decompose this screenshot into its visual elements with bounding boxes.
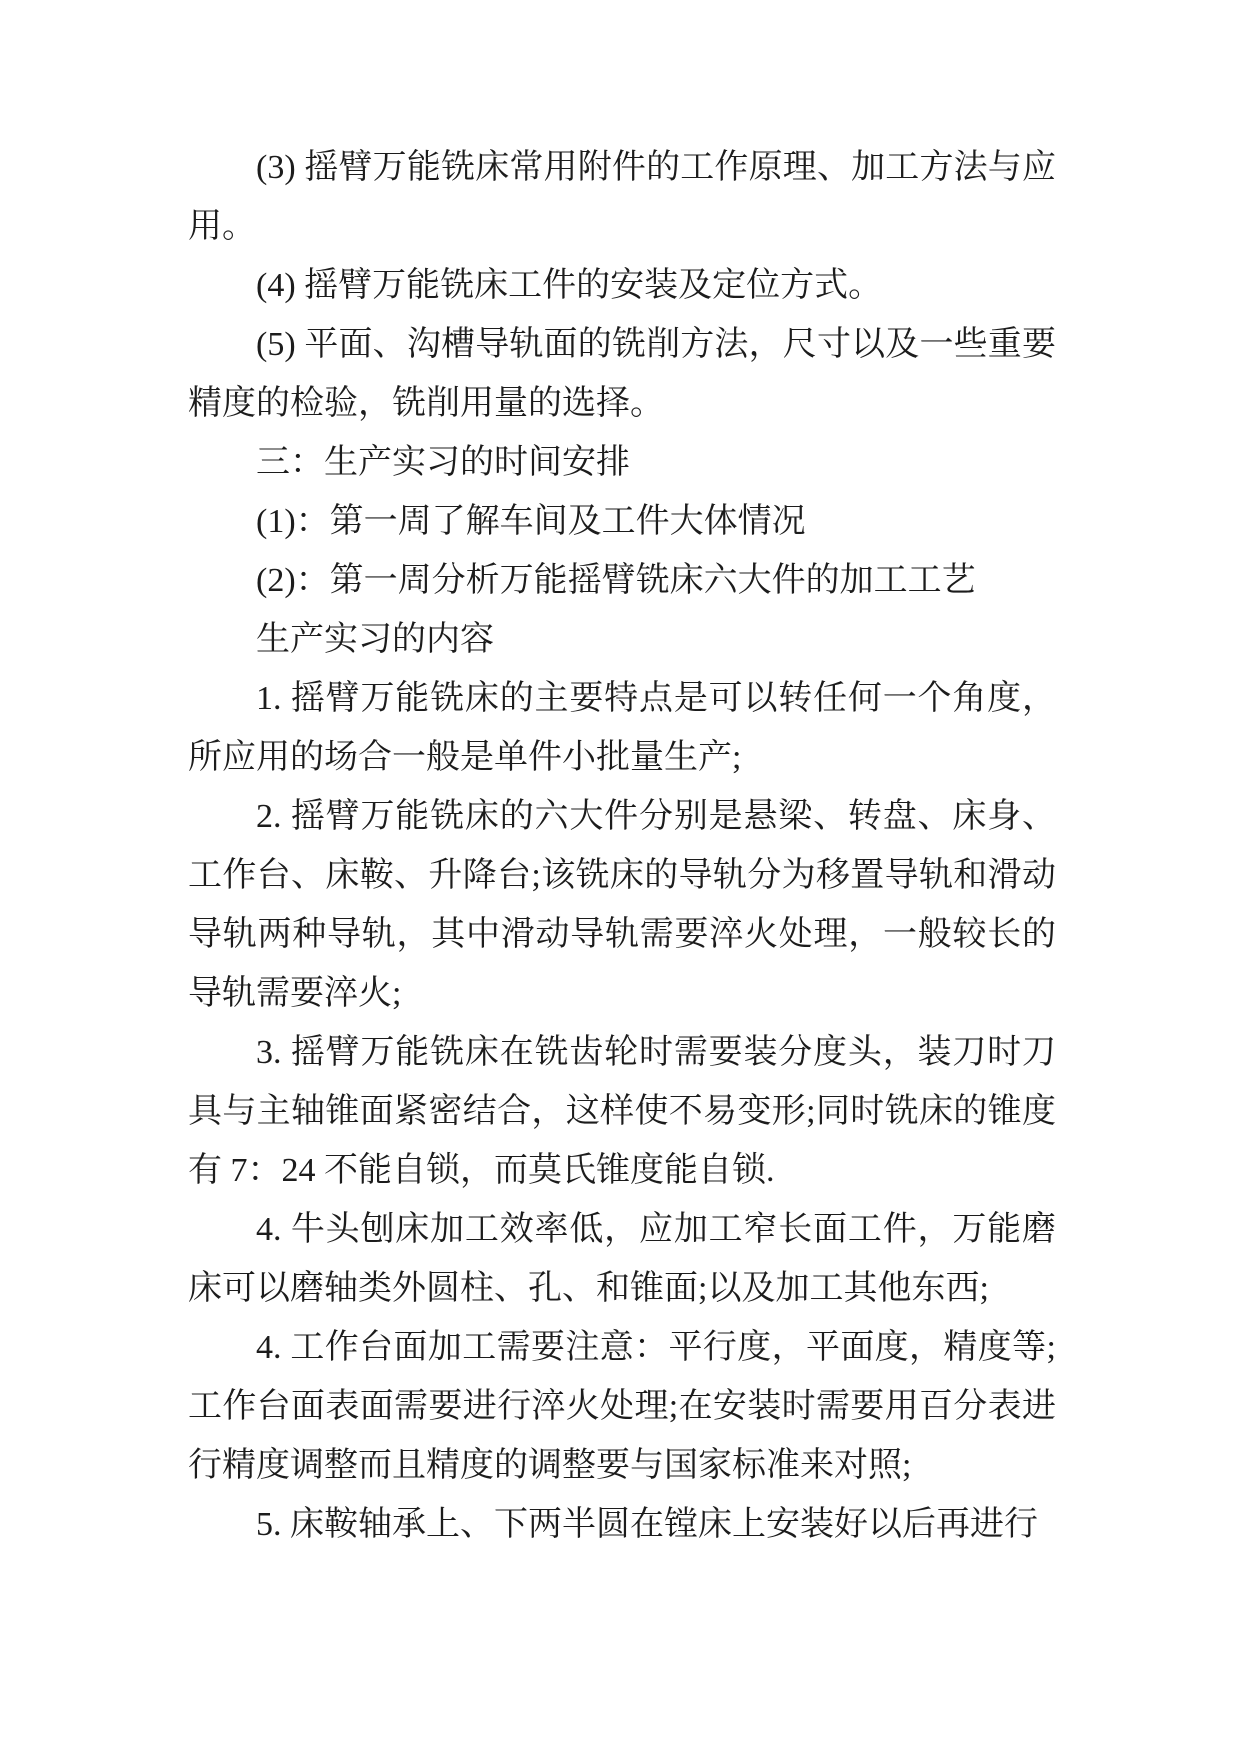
paragraph: (2)：第一周分析万能摇臂铣床六大件的加工工艺	[256, 562, 976, 599]
paragraph: (3) 摇臂万能铣床常用附件的工作原理、加工方法与应用。	[188, 149, 1056, 245]
paragraph: (5) 平面、沟槽导轨面的铣削方法，尺寸以及一些重要精度的检验，铣削用量的选择。	[188, 326, 1056, 422]
document-body	[188, 138, 1056, 1554]
paragraph: (4) 摇臂万能铣床工件的安装及定位方式。	[256, 267, 883, 304]
paragraph: 1. 摇臂万能铣床的主要特点是可以转任何一个角度，所应用的场合一般是单件小批量生产;	[188, 680, 1056, 776]
paragraph: (1)：第一周了解车间及工件大体情况	[256, 503, 806, 540]
paragraph: 生产实习的内容	[256, 621, 494, 658]
paragraph: 三：生产实习的时间安排	[256, 444, 630, 481]
paragraph: 4. 牛头刨床加工效率低，应加工窄长面工件，万能磨床可以磨轴类外圆柱、孔、和锥面;以及加工其他东西;	[188, 1211, 1056, 1307]
paragraph: 5. 床鞍轴承上、下两半圆在镗床上安装好以后再进行	[256, 1506, 1038, 1543]
paragraph: 2. 摇臂万能铣床的六大件分别是悬梁、转盘、床身、工作台、床鞍、升降台;该铣床的导轨分为移置导轨和滑动导轨两种导轨，其中滑动导轨需要淬火处理，一般较长的导轨需要淬火;	[188, 798, 1056, 1012]
paragraph: 4. 工作台面加工需要注意：平行度，平面度，精度等;工作台面表面需要进行淬火处理;在安装时需要用百分表进行精度调整而且精度的调整要与国家标准来对照;	[188, 1329, 1056, 1484]
paragraph: 3. 摇臂万能铣床在铣齿轮时需要装分度头，装刀时刀具与主轴锥面紧密结合，这样使不易变形;同时铣床的锥度有 7：24 不能自锁，而莫氏锥度能自锁.	[188, 1034, 1056, 1189]
